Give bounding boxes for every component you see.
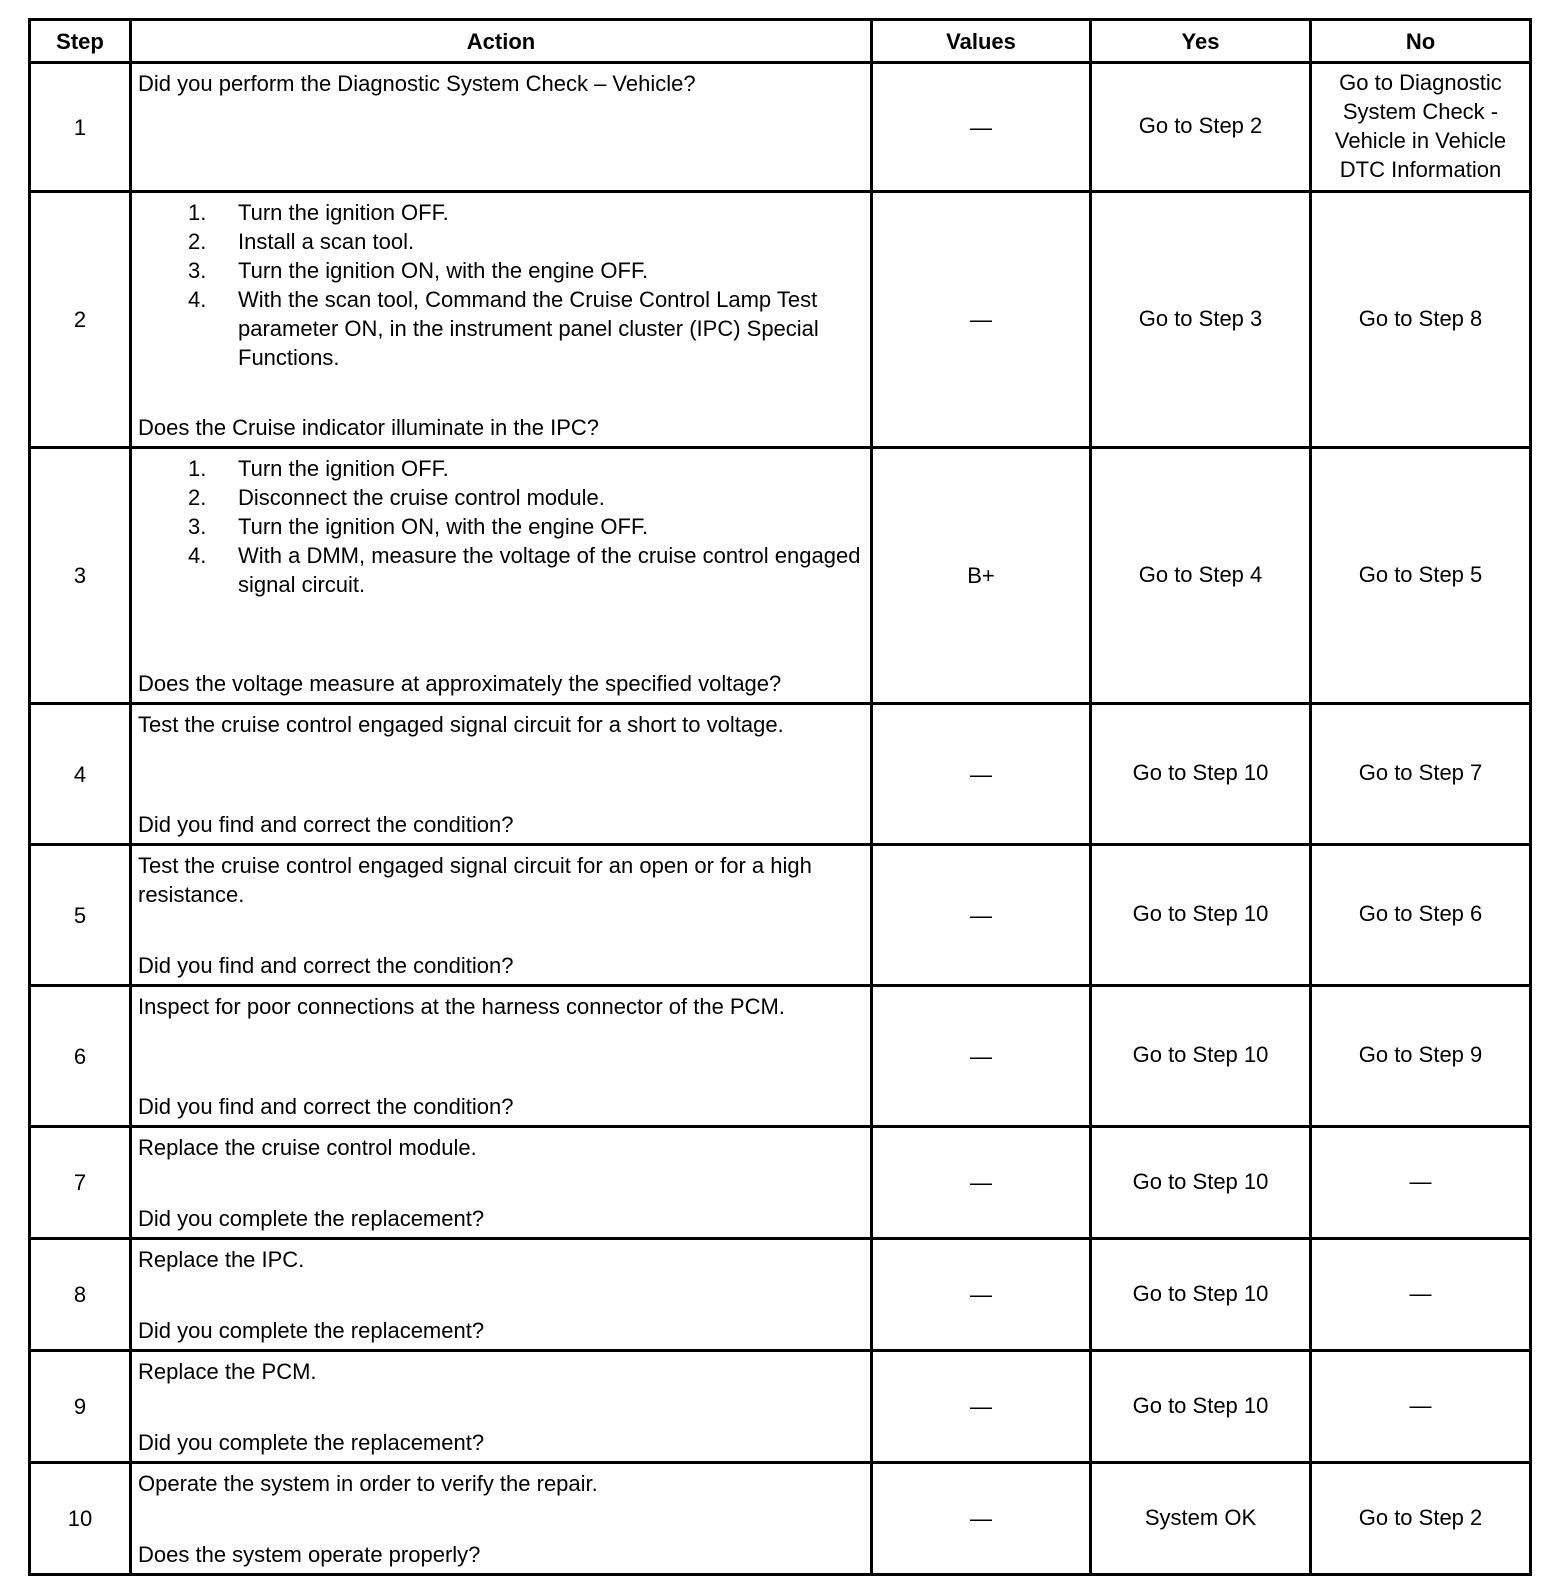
step-number: 9 (30, 1351, 131, 1463)
header-row (30, 20, 1531, 63)
no-text: Go to Step 6 (1358, 901, 1483, 926)
action-step-item (138, 483, 864, 512)
no-text: — (1409, 1280, 1432, 1306)
yes-cell (1091, 192, 1311, 448)
action-step-item (138, 541, 864, 599)
yes-cell (1091, 845, 1311, 986)
action-step-number: 3. (188, 513, 207, 539)
step-number: 7 (30, 1127, 131, 1239)
action-question: Did you find and correct the condition? (138, 952, 514, 978)
value-cell: — (872, 192, 1091, 448)
step-number: 8 (30, 1239, 131, 1351)
table-row (30, 845, 1531, 986)
step-number: 5 (30, 845, 131, 986)
action-cell (131, 1463, 872, 1575)
yes-text: Go to Step 4 (1138, 561, 1263, 587)
action-question: Did you complete the replacement? (138, 1205, 485, 1231)
action-question: Does the voltage measure at approximately the specified voltage? (138, 670, 782, 696)
yes-cell (1091, 704, 1311, 845)
no-cell (1311, 1351, 1531, 1463)
step-number: 2 (30, 192, 131, 448)
action-cell (131, 1351, 872, 1463)
action-step-list (138, 198, 864, 372)
action-cell (131, 704, 872, 845)
no-text: — (1409, 1392, 1432, 1418)
no-cell (1311, 1239, 1531, 1351)
header-yes: Yes (1091, 20, 1311, 63)
action-text: Test the cruise control engaged signal circuit for an open or for a high resistance. (138, 852, 812, 907)
action-text: Replace the cruise control module. (138, 1134, 477, 1160)
yes-cell (1091, 448, 1311, 704)
action-step-text: Turn the ignition OFF. (238, 455, 449, 481)
action-question: Does the Cruise indicator illuminate in the IPC? (138, 414, 600, 440)
action-cell (131, 192, 872, 448)
table-row (30, 192, 1531, 448)
action-step-text: With the scan tool, Command the Cruise Control Lamp Test parameter ON, in the instrument panel cluster (IPC) Special Functions. (238, 286, 819, 370)
value-cell: — (872, 1351, 1091, 1463)
no-text: Go to Step 7 (1358, 760, 1483, 785)
action-step-text: Disconnect the cruise control module. (238, 484, 605, 510)
action-step-item (138, 285, 864, 372)
no-cell (1311, 1463, 1531, 1575)
action-cell (131, 63, 872, 192)
action-step-number: 3. (188, 257, 207, 283)
no-cell (1311, 704, 1531, 845)
table-body (30, 63, 1531, 1575)
table-row (30, 1463, 1531, 1575)
action-step-item (138, 198, 864, 227)
action-question: Did you complete the replacement? (138, 1429, 485, 1455)
value-cell: — (872, 986, 1091, 1127)
no-cell (1311, 845, 1531, 986)
step-number: 3 (30, 448, 131, 704)
action-question: Does the system operate properly? (138, 1541, 481, 1567)
action-question: Did you complete the replacement? (138, 1317, 485, 1343)
action-text: Replace the IPC. (138, 1246, 305, 1272)
action-step-item (138, 512, 864, 541)
yes-cell (1091, 63, 1311, 192)
action-step-text: With a DMM, measure the voltage of the cruise control engaged signal circuit. (238, 542, 861, 597)
action-step-number: 1. (188, 455, 207, 481)
value-cell: — (872, 1463, 1091, 1575)
yes-text: Go to Step 10 (1132, 1042, 1269, 1067)
no-cell (1311, 63, 1531, 192)
value-cell: — (872, 704, 1091, 845)
yes-text: Go to Step 10 (1132, 1392, 1269, 1418)
yes-text: Go to Step 10 (1132, 1280, 1269, 1306)
no-text: Go to Step 2 (1358, 1504, 1483, 1530)
header-step: Step (30, 20, 131, 63)
action-step-number: 2. (188, 484, 207, 510)
yes-cell (1091, 986, 1311, 1127)
yes-text: System OK (1144, 1504, 1257, 1530)
yes-text: Go to Step 10 (1132, 760, 1269, 785)
no-cell (1311, 192, 1531, 448)
action-text: Test the cruise control engaged signal circuit for a short to voltage. (138, 711, 784, 737)
yes-text: Go to Step 10 (1132, 901, 1269, 926)
yes-text: Go to Step 3 (1138, 305, 1263, 331)
value-cell: B+ (872, 448, 1091, 704)
value-cell: — (872, 845, 1091, 986)
value-cell: — (872, 1127, 1091, 1239)
no-cell (1311, 448, 1531, 704)
action-cell (131, 1239, 872, 1351)
no-text: Go to Step 8 (1358, 305, 1483, 331)
action-text: Operate the system in order to verify the repair. (138, 1470, 598, 1496)
step-number: 10 (30, 1463, 131, 1575)
action-step-item (138, 256, 864, 285)
step-number: 1 (30, 63, 131, 192)
action-cell (131, 845, 872, 986)
action-text: Replace the PCM. (138, 1358, 317, 1384)
action-cell (131, 448, 872, 704)
action-step-text: Turn the ignition ON, with the engine OFF. (238, 513, 649, 539)
table-row (30, 448, 1531, 704)
no-text: Go to Diagnostic System Check - Vehicle in Vehicle DTC Information (1334, 69, 1507, 182)
diagnostic-table (28, 18, 1532, 1576)
action-step-text: Turn the ignition ON, with the engine OFF. (238, 257, 649, 283)
action-step-number: 4. (188, 286, 207, 312)
action-step-number: 4. (188, 542, 207, 568)
step-number: 6 (30, 986, 131, 1127)
no-text: Go to Step 5 (1358, 561, 1483, 587)
action-step-text: Turn the ignition OFF. (238, 199, 449, 225)
action-question: Did you find and correct the condition? (138, 1093, 514, 1119)
yes-cell (1091, 1239, 1311, 1351)
table-row (30, 986, 1531, 1127)
header-action: Action (131, 20, 872, 63)
table-row (30, 1127, 1531, 1239)
action-step-number: 2. (188, 228, 207, 254)
action-question: Did you find and correct the condition? (138, 811, 514, 837)
header-values: Values (872, 20, 1091, 63)
table-row (30, 63, 1531, 192)
table-row (30, 704, 1531, 845)
value-cell: — (872, 1239, 1091, 1351)
yes-text: Go to Step 2 (1138, 113, 1263, 138)
no-cell (1311, 986, 1531, 1127)
no-text: Go to Step 9 (1358, 1042, 1483, 1067)
action-cell (131, 986, 872, 1127)
yes-cell (1091, 1351, 1311, 1463)
action-step-list (138, 454, 864, 599)
action-step-item (138, 454, 864, 483)
step-number: 4 (30, 704, 131, 845)
action-step-number: 1. (188, 199, 207, 225)
action-text: Did you perform the Diagnostic System Check – Vehicle? (138, 70, 696, 96)
table-row (30, 1351, 1531, 1463)
table-row (30, 1239, 1531, 1351)
no-cell (1311, 1127, 1531, 1239)
action-cell (131, 1127, 872, 1239)
action-step-text: Install a scan tool. (238, 228, 415, 254)
yes-text: Go to Step 10 (1132, 1168, 1269, 1194)
no-text: — (1409, 1168, 1432, 1194)
yes-cell (1091, 1463, 1311, 1575)
yes-cell (1091, 1127, 1311, 1239)
value-cell: — (872, 63, 1091, 192)
action-text: Inspect for poor connections at the harness connector of the PCM. (138, 993, 785, 1019)
header-no: No (1311, 20, 1531, 63)
action-step-item (138, 227, 864, 256)
